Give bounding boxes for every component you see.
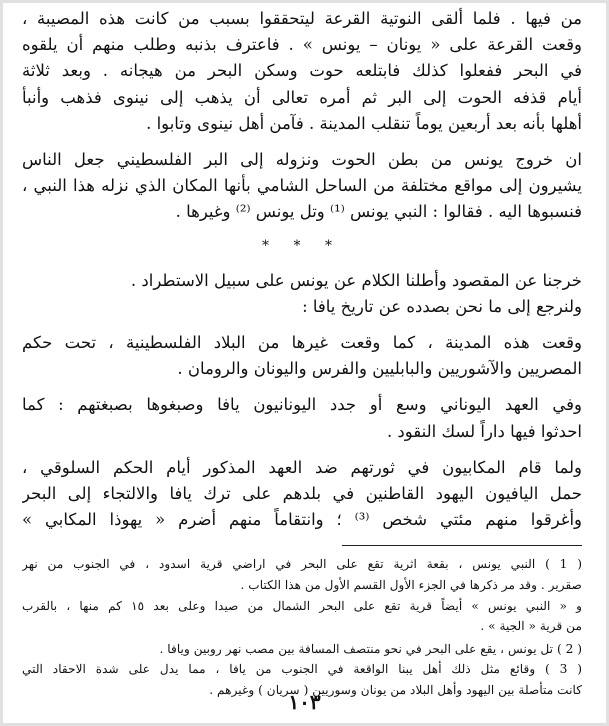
paragraph-3 <box>22 268 582 320</box>
text-line: خرجنا عن المقصود وأطلنا الكلام عن يونس على سبيل الاستطراد . <box>130 270 582 290</box>
paragraph-6 <box>22 455 582 534</box>
footnote-line: و « النبي يونس » أيضاً قرية تقع على البحر الشمال من صيدا وعلى بعد ١٥ كم منها ، بالقرب <box>22 598 582 613</box>
paragraph-5 <box>22 392 582 444</box>
text-line: وأغرقوا منهم مئتي شخص ⁽³⁾ ؛ وانتقاماً منهم أضرم « يهوذا المكابي » <box>22 510 582 530</box>
footnote-line: ( 3 ) وقائع مثل ذلك أهل يبنا الواقعة في الجنوب من يافا ، مما يدل على شدة الاحقاد التي <box>22 662 582 677</box>
text-line: ولنرجع إلى ما نحن بصدده عن تاريخ يافا : <box>302 296 582 316</box>
text-line: أيام قذفه الحوت إلى البر ثم أمره تعالى أن يذهب إلى نينوى فذهب وأنبأ <box>22 87 582 107</box>
section-separator: * * * <box>262 237 342 254</box>
paragraph-2 <box>22 147 582 226</box>
text-line: ولما قام المكابيون في ثورتهم ضد العهد المذكور أيام الحكم السلوقي ، <box>22 457 582 477</box>
footnote-line: صقرير . وقد مر ذكرها في الجزء الأول القسم الأول من هذا الكتاب . <box>240 578 582 593</box>
text-line: من فيها . فلما ألقى النوتية القرعة ليتحققوا بسبب من كانت هذه المصيبة ، <box>22 9 582 28</box>
footnote-line: من قرية « الجية » . <box>480 619 582 634</box>
text-line: أهلها بأنه بعد أربعين يوماً تنقلب المدينة . فآمن أهل نينوى وتابوا . <box>146 113 582 133</box>
text-line: وفي العهد اليوناني وسع أو جدد اليونانيون يافا وصبغوها بصبغتهم : كما <box>22 395 582 415</box>
text-line: وقعت هذه المدينة ، كما وقعت غيرها من البلاد الفلسطينية ، تحت حكم <box>22 333 582 353</box>
text-line: احدثوا فيها داراً لسك النقود . <box>386 421 582 441</box>
text-line: وقعت القرعة على « يونان – يونس » . فاعترف بذنبه وطلب منهم أن يلقوه <box>22 35 582 55</box>
footnote-line: ( 1 ) النبي يونس ، بقعة اثرية تقع على البحر في اراضي قرية اسدود ، في الجنوب من نهر <box>22 557 582 572</box>
text-line: ان خروج يونس من بطن الحوت ونزوله إلى البر الفلسطيني جعل الناس <box>22 150 582 170</box>
footnote-line: كانت متأصلة بين اليهود وأهل البلاد من يونان وسوريين ( سريان ) وغيرهم . <box>209 683 582 698</box>
text-line: المصريين والآشوريين والبابليين والفرس واليونان والرومان . <box>177 359 582 379</box>
text-line: حمل اليافيون اليهود القاطنين في بلدهم على ترك يافا والالتجاء إلى البحر <box>22 484 582 504</box>
text-line: فنسبوها اليه . فقالوا : النبي يونس ⁽¹⁾ وتل يونس ⁽²⁾ وغيرها . <box>175 202 582 222</box>
paragraph-1 <box>22 6 582 137</box>
document-page <box>22 6 582 701</box>
footnote-line: ( 2 ) تل يونس ، يقع على البحر في نحو منتصف المسافة بين مصب نهر روبين ويافا . <box>159 641 582 656</box>
text-line: في البحر ففعلوا كذلك فابتلعه حوت وسكن البحر من هيجانه . وبعد ثلاثة <box>22 61 582 81</box>
footnote-divider <box>342 545 582 546</box>
paragraph-4 <box>22 330 582 382</box>
page-number: ١٠٣ <box>288 690 321 714</box>
text-line: يشيرون إلى مواقع مختلفة من الساحل الشامي بأنها المكان الذي نزله هذا النبي ، <box>22 176 582 196</box>
footnotes <box>22 554 582 700</box>
